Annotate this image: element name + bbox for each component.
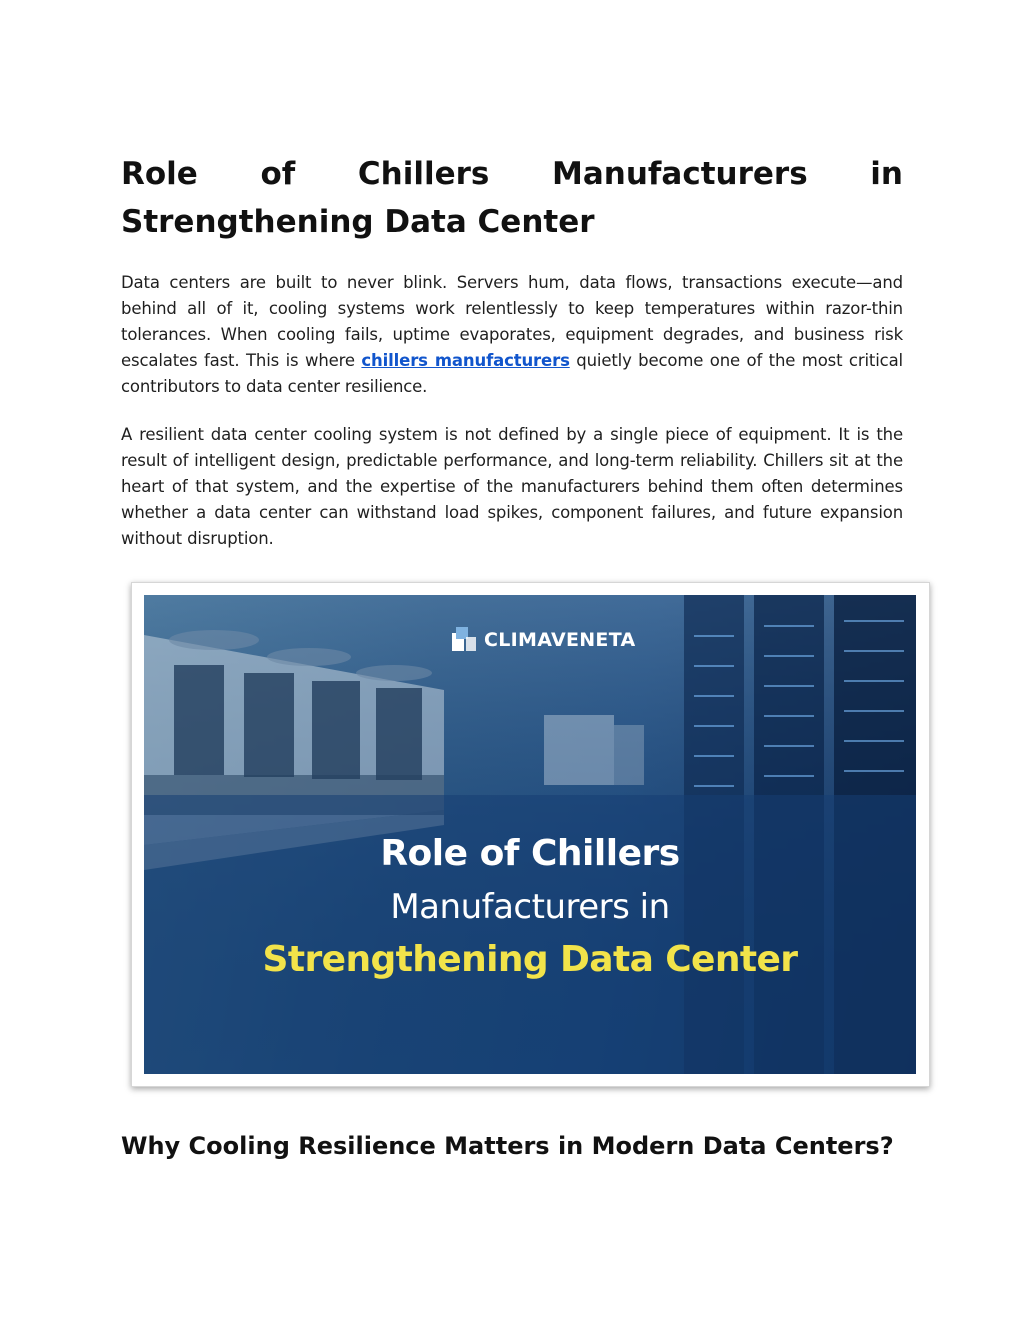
climaveneta-logo-text: CLIMAVENETA: [484, 629, 636, 651]
climaveneta-logo: [452, 627, 652, 657]
section-heading: Why Cooling Resilience Matters in Modern Data Centers?: [121, 1132, 894, 1160]
banner-line2: Manufacturers in: [390, 887, 670, 927]
climaveneta-logo-icon: [452, 627, 478, 651]
intro-paragraph: [121, 270, 903, 400]
intro-text-start: Data centers are built to never blink. Servers hum, data flows, transactions execute—and behind all of it, cooling systems work relentlessly to keep temperatures within razor-thin tolerances. When cooling fails, uptime evaporates, equipment degrades, and business risk escalates fast. This is where: [121, 273, 903, 370]
article-figure: [131, 582, 930, 1087]
banner-image: [144, 595, 916, 1074]
banner-line1: Role of Chillers: [380, 833, 680, 874]
second-paragraph: A resilient data center cooling system is not defined by a single piece of equipment. It is the result of intelligent design, predictable performance, and long-term reliability. Chillers sit at the heart of that system, and the expertise of the manufacturers behind them often determines whether a data center can withstand load spikes, component failures, and future expansion without disruption.: [121, 425, 903, 548]
article-title-line2: Strengthening Data Center: [121, 204, 595, 240]
chillers-manufacturers-link[interactable]: chillers manufacturers: [361, 351, 570, 370]
intro-text-end: quietly become one of the most critical contributors to data center resilience.: [121, 351, 903, 396]
article-title: [121, 150, 903, 246]
banner-line3: Strengthening Data Center: [262, 939, 798, 980]
article-title-line1: Role of Chillers Manufacturers in: [121, 156, 903, 192]
small-chiller-illustration: [544, 715, 644, 785]
